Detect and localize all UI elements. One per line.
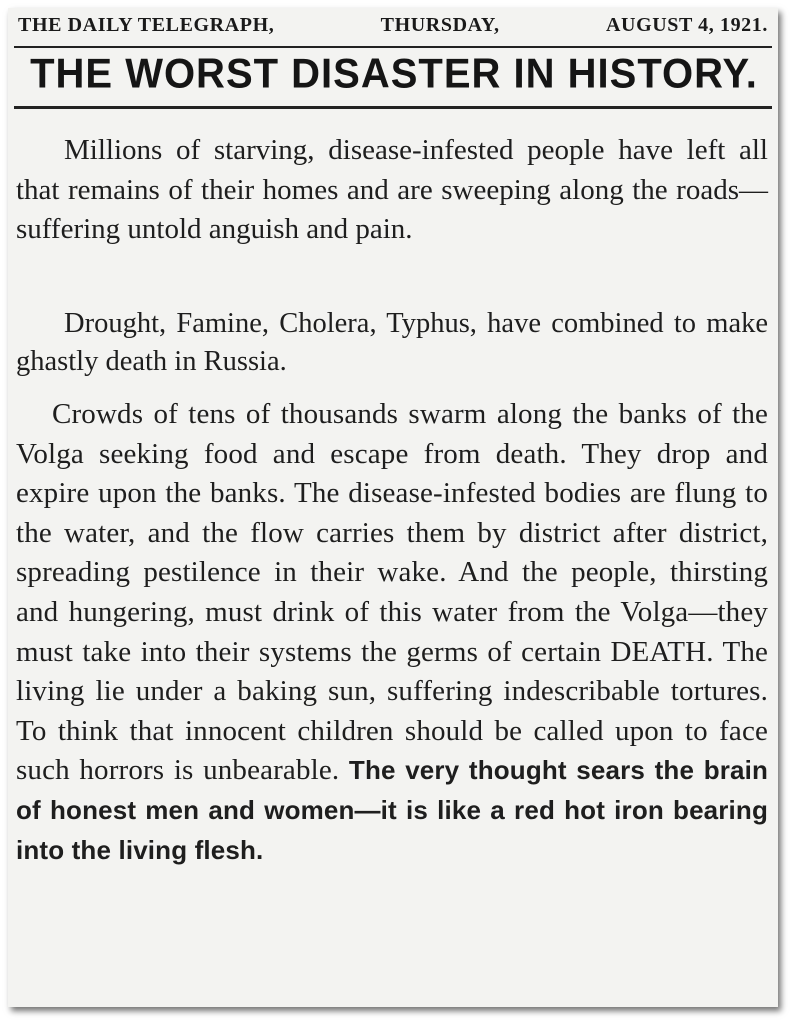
paragraph-crowds-text: Crowds of tens of thousands swarm along the banks of the Volga seeking food and escape from death. They drop and expire upon the banks. The disease-infested bodies are flung to the water, and the flow carries them by district after district, spreading pestilence in their wake. And the people, thirsting and hungering, must drink of this water from the Volga—they must take into their systems the germs of certain DEATH. The living lie under a baking sun, suffering indescribable tortures. To think that innocent children should be called upon to face such horrors is unbearable. (16, 398, 768, 787)
newspaper-clipping (8, 8, 778, 1007)
headline-rule (14, 106, 772, 109)
masthead-paper-name: THE DAILY TELEGRAPH, (18, 14, 275, 36)
paragraph-crowds-bold-ending: The very thought sears the brain of honest men and women—it is like a red hot iron bearing into the living flesh. (16, 755, 769, 865)
masthead-rule (14, 46, 772, 48)
masthead-day: THURSDAY, (380, 14, 500, 36)
masthead-date: AUGUST 4, 1921. (605, 14, 768, 36)
masthead (18, 14, 768, 37)
paragraph-drought: Drought, Famine, Cholera, Typhus, have combined to make ghastly death in Russia. (16, 308, 768, 377)
paragraph-crowds (16, 395, 768, 870)
headline: THE WORST DISASTER IN HISTORY. (30, 50, 758, 98)
paragraph-millions: Millions of starving, disease-infested people have left all that remains of their homes and are sweeping along the roads—suffering untold anguish and pain. (16, 134, 768, 246)
